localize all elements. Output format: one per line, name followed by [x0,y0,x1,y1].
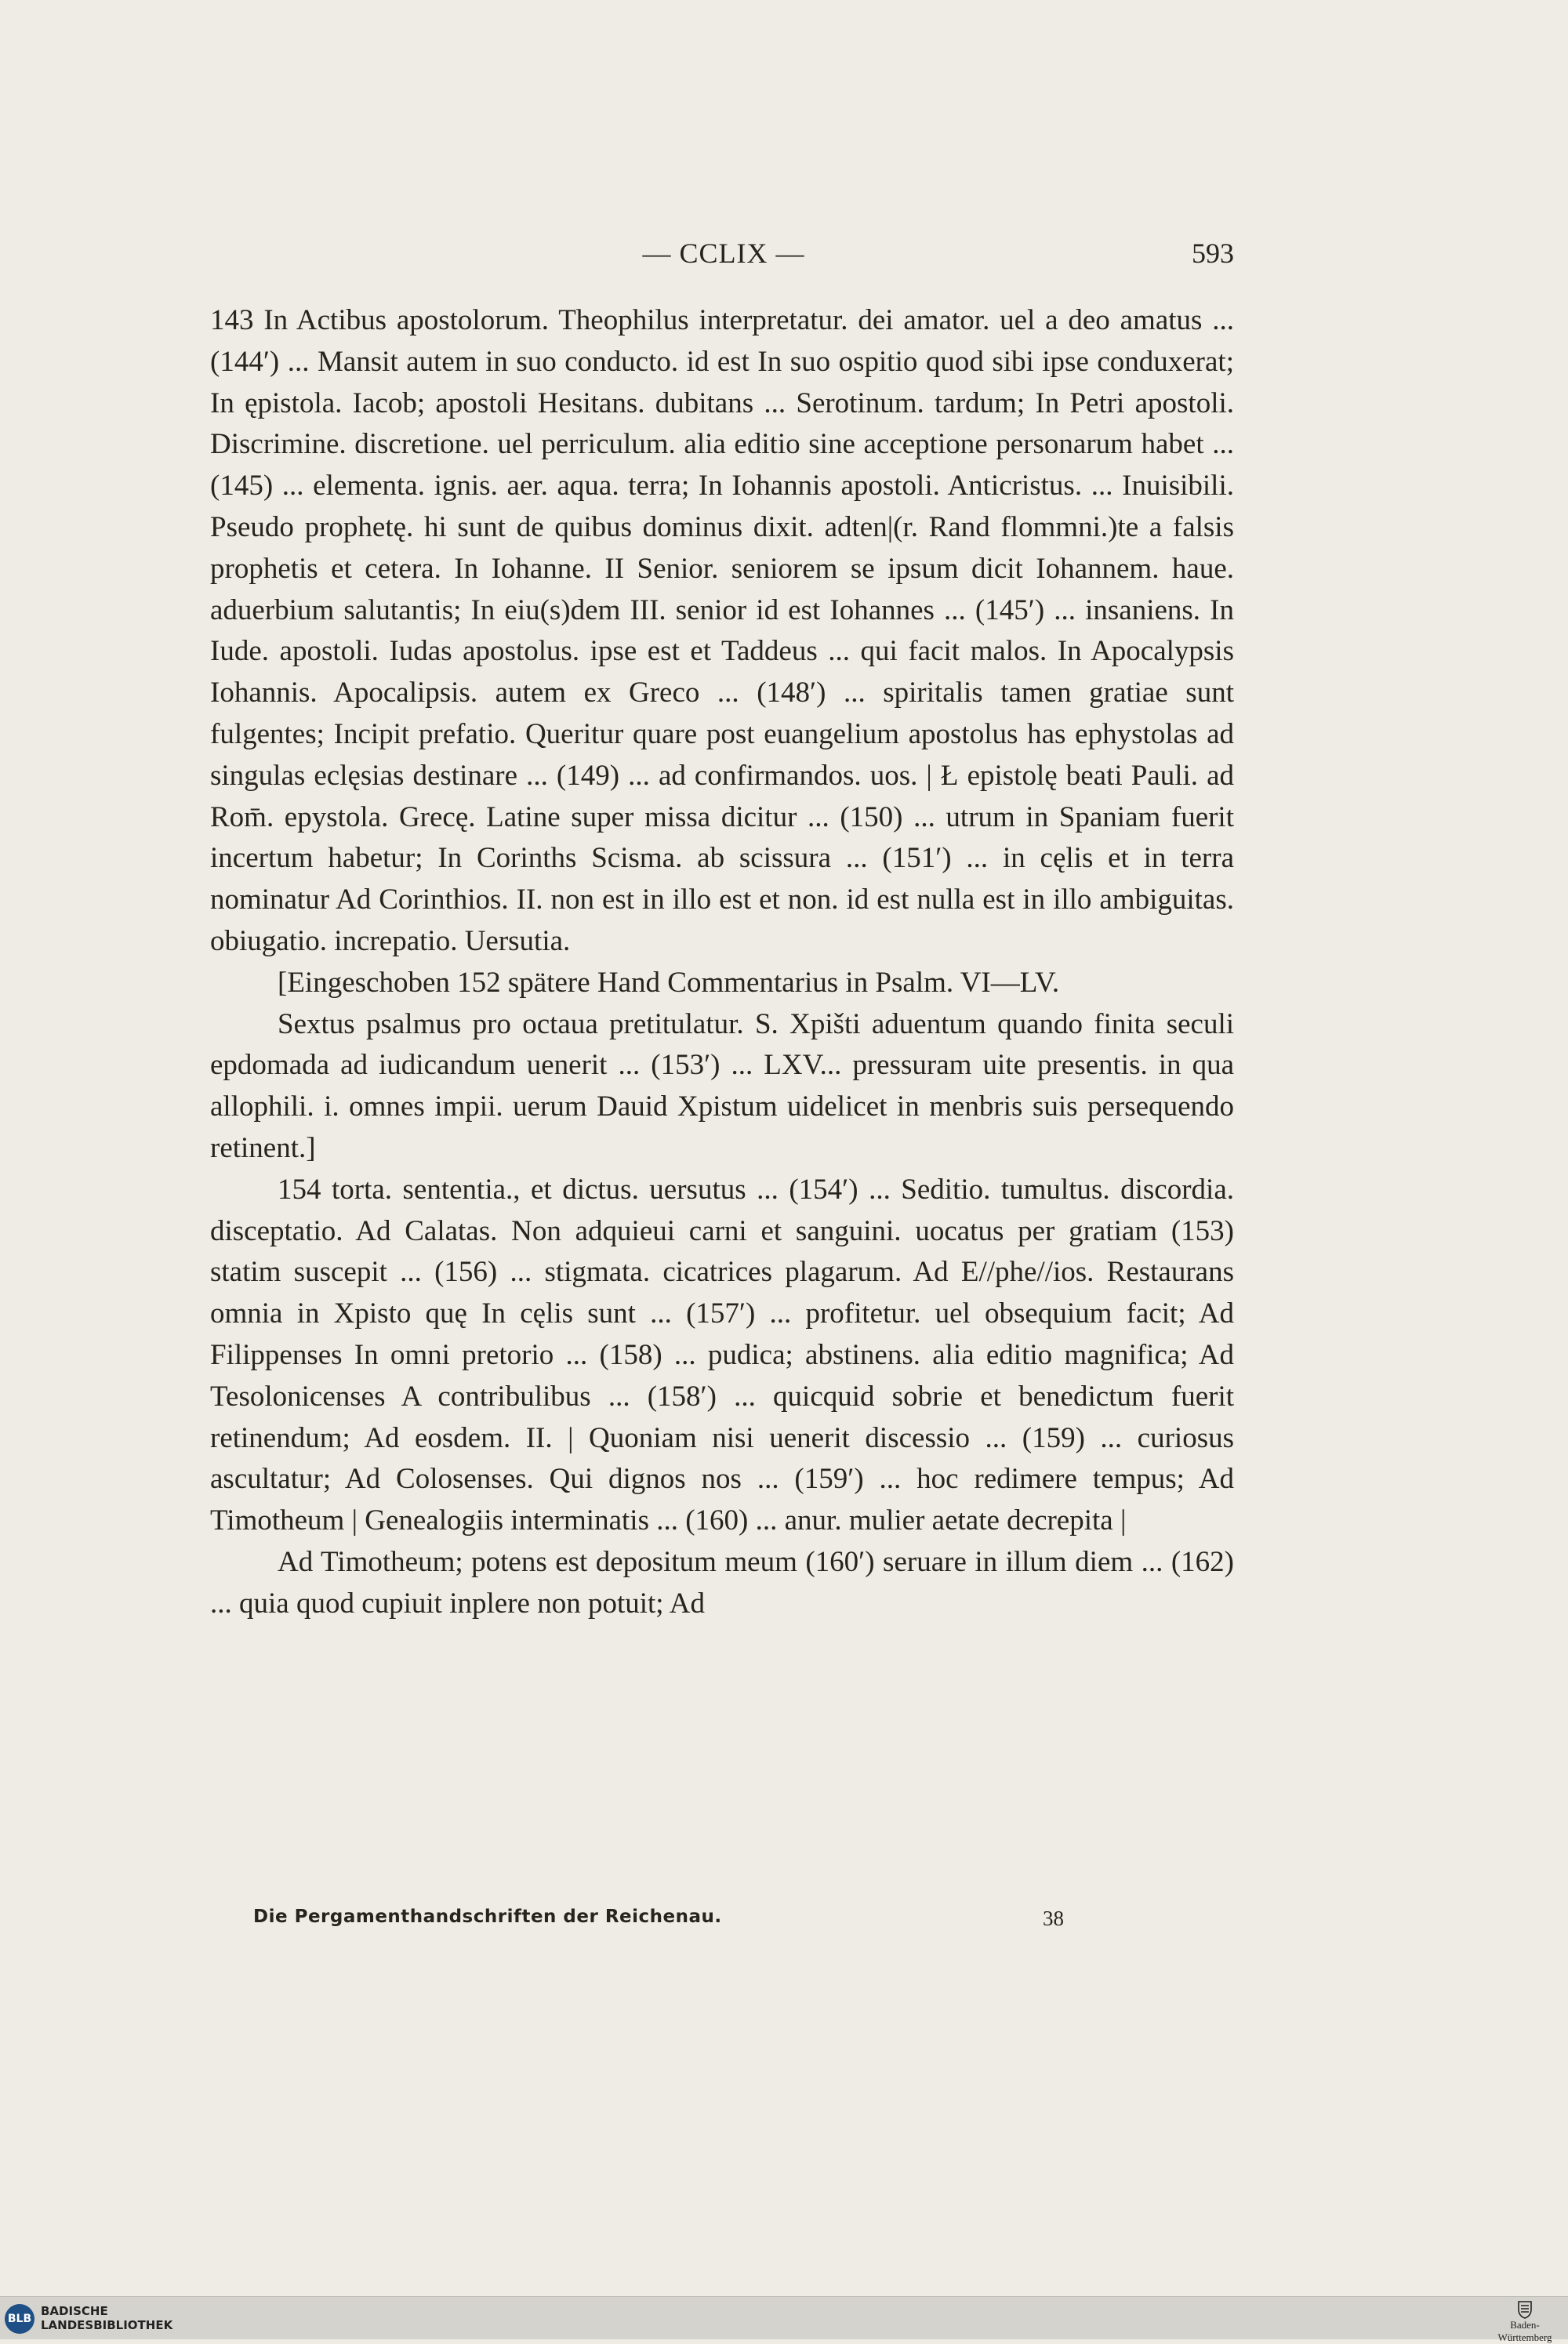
page-body [210,300,1234,1625]
running-head: — CCLIX — [642,238,805,269]
region-label: Baden-Württemberg [1497,2319,1552,2343]
library-name [41,2304,172,2332]
paragraph-143: 143 In Actibus apostolorum. Theophilus interpretatur. dei amator. uel a deo amatus ... (144′) ... Mansit autem in suo conducto. id est In suo ospitio quod sibi ipse conduxerat; In ępistola. Iacob; apostoli Hesitans. dubitans ... Serotinum. tardum; In Petri apostoli. Discrimine. discretione. uel perriculum. alia editio sine acceptione personarum habet ... (145) ... elementa. ignis. aer. aqua. terra; In Iohannis apostoli. Anticristus. ... Inuisibili. Pseudo prophetę. hi sunt de quibus dominus dixit. adten|(r. Rand flommni.)te a falsis prophetis et cetera. In Iohanne. II Senior. seniorem se ipsum dicit Iohannem. haue. aduerbium salutantis; In eiu(s)dem III. senior id est Iohannes ... (145′) ... insaniens. In Iude. apostoli. Iudas apostolus. ipse est et Taddeus ... qui facit malos. In Apocalypsis Iohannis. Apocalipsis. autem ex Greco ... (148′) ... spiritalis tamen gratiae sunt fulgentes; Incipit prefatio. Queritur quare post euangelium apostolus has ephystolas ad singulas eclęsias destinare ... (149) ... ad confirmandos. uos. | Ł epistolę beati Pauli. ad Rom̄. epystola. Grecę. Latine super missa dicitur ... (150) ... utrum in Spaniam fuerit incertum habetur; In Corinths Scisma. ab scissura ... (151′) ... in cęlis et in terra nominatur Ad Corinthios. II. non est in illo est et non. id est nulla est in illo ambiguitas. obiugatio. increpatio. Uersutia. [210,304,1234,957]
library-name-line2: LANDESBIBLIOTHEK [41,2318,173,2332]
coat-of-arms-icon [1515,2300,1535,2319]
blb-logo-initials: BLB [7,2313,32,2325]
footer-title: Die Pergamenthandschriften der Reichenau. [253,1907,722,1927]
library-bar [0,2296,1568,2343]
blb-logo-icon [5,2304,34,2334]
paragraph-154: 154 torta. sententia., et dictus. uersutus ... (154′) ... Seditio. tumultus. discordia. disceptatio. Ad Calatas. Non adquieui carni et sanguini. uocatus per gratiam (153) statim suscepit ... (156) ... stigmata. cicatrices plagarum. Ad E//phe//ios. Restaurans omnia in Xpisto quę In cęlis sunt ... (157′) ... profitetur. uel obsequium facit; Ad Filippenses In omni pretorio ... (158) ... pudica; abstinens. alia editio magnifica; Ad Tesolonicenses A contribulibus ... (158′) ... quicquid sobrie et benedictum fuerit retinendum; Ad eosdem. II. | Quoniam nisi uenerit discessio ... (159) ... curiosus ascultatur; Ad Colosenses. Qui dignos nos ... (159′) ... hoc redimere tempus; Ad Timotheum | Genealogiis interminatis ... (160) ... anur. mulier aetate decrepita | [210,1173,1234,1537]
signature-mark: 38 [1043,1907,1064,1930]
inserted-note: [Eingeschoben 152 spätere Hand Commentarius in Psalm. VI—LV. [278,966,1060,999]
page-header [210,237,1234,276]
page-footer [210,1907,1234,1938]
library-name-line1: BADISCHE [41,2304,108,2318]
paragraph-timotheum: Ad Timotheum; potens est depositum meum (160′) seruare in illum diem ... (162) ... quia quod cupiuit inplere non potuit; Ad [210,1545,1234,1620]
paragraph-psalm-commentary: Sextus psalmus pro octaua pretitulatur. S. Xpišti aduentum quando finita seculi epdomada ad iudicandum uenerit ... (153′) ... LXV... pressuram uite presentis. in qua allophili. i. omnes impii. uerum Dauid Xpistum uidelicet in menbris suis persequendo retinent.] [210,1007,1234,1164]
page-number: 593 [1192,238,1234,269]
baden-wuerttemberg-logo [1490,2300,1560,2343]
